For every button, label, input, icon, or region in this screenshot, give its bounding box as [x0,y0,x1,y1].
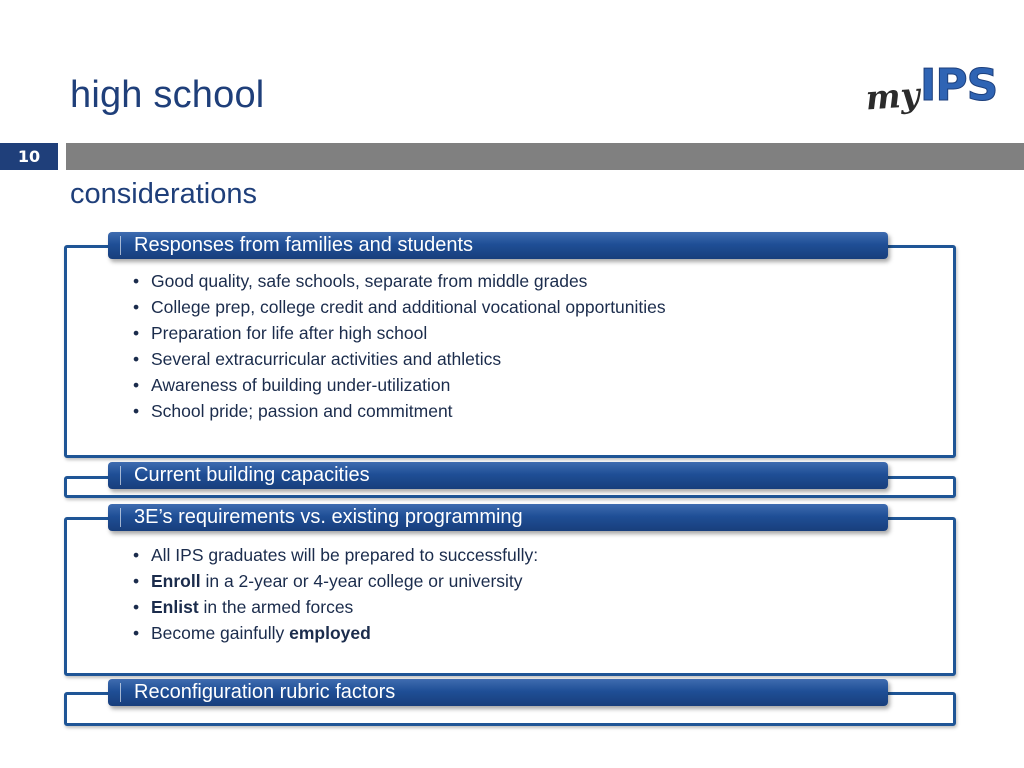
list-item: • Good quality, safe schools, separate from middle grades [131,268,666,294]
list-item: • Become gainfully employed [131,620,538,646]
header-divider-bar [66,143,1024,170]
list-item: • Preparation for life after high school [131,320,666,346]
list-item: • School pride; passion and commitment [131,398,666,424]
list-item: • Enroll in a 2-year or 4-year college or university [131,568,538,594]
subtitle: considerations [70,178,257,210]
logo-my-text: my [864,74,921,118]
page-number: 10 [0,143,58,170]
page-title: high school [70,74,265,116]
section-header-rubric: Reconfiguration rubric factors [108,679,888,706]
list-item: • Several extracurricular activities and athletics [131,346,666,372]
section-box-3e-requirements [64,517,956,676]
section-header-3e-requirements: 3E’s requirements vs. existing programming [108,504,888,531]
list-item: • All IPS graduates will be prepared to successfully: [131,542,538,568]
list-item: • Enlist in the armed forces [131,594,538,620]
section-box-responses [64,245,956,458]
responses-bullet-list [131,268,666,424]
section-header-capacities: Current building capacities [108,462,888,489]
requirements-bullet-list [131,542,538,646]
list-item: • College prep, college credit and additional vocational opportunities [131,294,666,320]
section-header-responses: Responses from families and students [108,232,888,259]
list-item: • Awareness of building under-utilization [131,372,666,398]
logo-ips-text: IPS [920,60,998,111]
myips-logo [858,52,1008,130]
